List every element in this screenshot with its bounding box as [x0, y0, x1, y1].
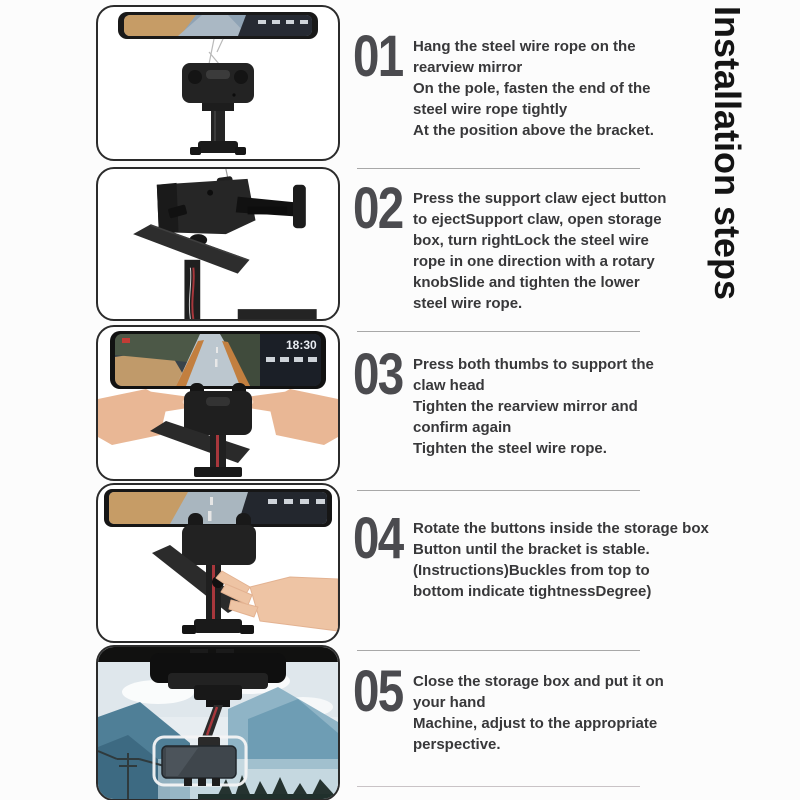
- step-text-line: box, turn rightLock the steel wire: [413, 232, 649, 249]
- step4-photo: [96, 483, 340, 643]
- thumbs-pressing-illustration: [98, 327, 338, 479]
- mounted-phone-view-illustration: [98, 647, 338, 799]
- base-part: [238, 309, 317, 319]
- step-5-text: [413, 669, 664, 755]
- step3-photo: [96, 325, 340, 481]
- base: [194, 467, 242, 477]
- divider: [357, 331, 640, 332]
- pole: [206, 565, 221, 621]
- pole: [210, 435, 226, 469]
- step-text-line: (Instructions)Buckles from top to: [413, 562, 650, 579]
- rearview-mirror: [104, 489, 332, 527]
- step-text-line: Machine, adjust to the appropriate: [413, 715, 658, 732]
- base: [190, 141, 246, 155]
- step-text-line: At the position above the bracket.: [413, 122, 654, 139]
- step-text-line: Press the support claw eject button: [413, 190, 667, 207]
- step5-photo: [96, 645, 340, 800]
- step-4-number: 04: [353, 506, 403, 571]
- step-text-line: Hang the steel wire rope on the: [413, 38, 636, 55]
- step-text-line: perspective.: [413, 736, 501, 753]
- step-2-number: 02: [353, 176, 403, 241]
- pole: [211, 111, 225, 141]
- divider: [357, 168, 640, 169]
- step-5-number: 05: [353, 659, 403, 724]
- step-5: [353, 659, 664, 755]
- step-text-line: Tighten the rearview mirror and: [413, 398, 638, 415]
- step-3-number: 03: [353, 342, 403, 407]
- step-2-text: [413, 186, 666, 314]
- step-text-line: bottom indicate tightnessDegree): [413, 583, 652, 600]
- step-text-line: knobSlide and tighten the lower: [413, 274, 640, 291]
- divider: [357, 786, 640, 787]
- base: [182, 619, 254, 634]
- step-text-line: rearview mirror: [413, 59, 523, 76]
- storage-box-bracket: [184, 383, 252, 435]
- hand-rotating-button-illustration: [98, 485, 338, 641]
- pole: [184, 260, 200, 319]
- step-1-number: 01: [353, 24, 403, 89]
- support-claw-closeup-illustration: [98, 169, 338, 319]
- steel-wire-rope: [209, 39, 223, 64]
- step-text-line: to ejectSupport claw, open storage: [413, 211, 662, 228]
- right-hand: [242, 389, 338, 445]
- divider: [357, 650, 640, 651]
- step-text-line: steel wire rope tightly: [413, 101, 568, 118]
- step-text-line: claw head: [413, 377, 485, 394]
- step-text-line: Button until the bracket is stable.: [413, 541, 650, 558]
- mirror-clock: 18:30: [286, 338, 317, 352]
- rearview-mirror-display: [110, 331, 326, 389]
- step-text-line: your hand: [413, 694, 486, 711]
- wire-rope-hung-on-mirror-illustration: [98, 7, 338, 159]
- step-text-line: confirm again: [413, 419, 512, 436]
- step-3: [353, 342, 654, 459]
- step-text-line: Close the storage box and put it on: [413, 673, 664, 690]
- step-text-line: On the pole, fasten the end of the: [413, 80, 651, 97]
- step-text-line: Tighten the steel wire rope.: [413, 440, 607, 457]
- step-1: [353, 24, 654, 141]
- step-1-text: [413, 34, 654, 141]
- step-text-line: steel wire rope.: [413, 295, 523, 312]
- step-2: [353, 176, 667, 314]
- step-text-line: rope in one direction with a rotary: [413, 253, 655, 270]
- step2-photo: [96, 167, 340, 321]
- storage-box-bracket: [182, 63, 254, 111]
- rearview-mirror: [118, 12, 318, 39]
- step-4: [353, 506, 709, 602]
- step1-photo: [96, 5, 340, 161]
- step-text-line: Press both thumbs to support the: [413, 356, 654, 373]
- step-text-line: Rotate the buttons inside the storage box: [413, 520, 709, 537]
- step-3-text: [413, 352, 654, 459]
- step-4-text: [413, 516, 709, 602]
- divider: [357, 490, 640, 491]
- rec-indicator: [122, 338, 130, 343]
- page-title: Installation steps: [707, 6, 748, 301]
